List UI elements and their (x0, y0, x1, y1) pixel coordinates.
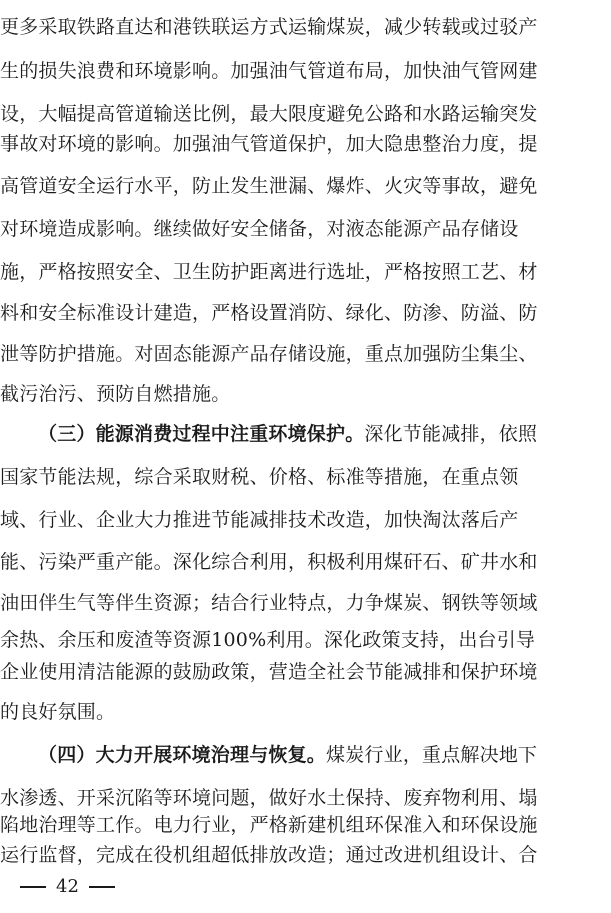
paragraph-line: 设，大幅提高管道输送比例，最大限度避免公路和水路运输突发 (0, 103, 538, 125)
section-3-first-line-text: 深化节能减排，依照 (364, 423, 538, 445)
paragraph-line: 余热、余压和废渣等资源100%利用。深化政策支持，出台引导 (0, 629, 536, 651)
paragraph-line: 生的损失浪费和环境影响。加强油气管道布局，加快油气管网建 (0, 60, 538, 82)
paragraph-line: 截污治污、预防自燃措施。 (0, 383, 231, 405)
paragraph-line: 油田伴生气等伴生资源；结合行业特点，力争煤炭、钢铁等领域 (0, 592, 538, 614)
footer-dash-right (89, 886, 115, 888)
section-4-heading-line (38, 733, 611, 777)
paragraph-line: 施，严格按照安全、卫生防护距离进行选址，严格按照工艺、材 (0, 261, 538, 283)
paragraph-line: 水渗透、开采沉陷等环境问题，做好水土保持、废弃物利用、塌 (0, 787, 538, 809)
paragraph-line: 泄等防护措施。对固态能源产品存储设施，重点加强防尘集尘、 (0, 343, 538, 365)
section-3-heading: （三）能源消费过程中注重环境保护。 (38, 423, 365, 445)
paragraph-line: 企业使用清洁能源的鼓励政策，营造全社会节能减排和保护环境 (0, 661, 538, 683)
paragraph-line: 能、污染严重产能。深化综合利用，积极利用煤矸石、矿井水和 (0, 551, 538, 573)
paragraph-line: 更多采取铁路直达和港铁联运方式运输煤炭，减少转载或过驳产 (0, 16, 538, 38)
paragraph-line: 运行监督，完成在役机组超低排放改造；通过改进机组设计、合 (0, 844, 538, 866)
section-4-heading: （四）大力开展环境治理与恢复。 (38, 744, 327, 766)
section-4-first-line-text: 煤炭行业，重点解决地下 (326, 744, 538, 766)
paragraph-line: 国家节能法规，综合采取财税、价格、标准等措施，在重点领 (0, 466, 519, 488)
paragraph-line: 事故对环境的影响。加强油气管道保护，加大隐患整治力度，提 (0, 133, 538, 155)
paragraph-line: 高管道安全运行水平，防止发生泄漏、爆炸、火灾等事故，避免 (0, 175, 538, 197)
section-3-heading-line (38, 412, 611, 456)
paragraph-line: 对环境造成影响。继续做好安全储备，对液态能源产品存储设 (0, 218, 519, 240)
page-number: 42 (56, 876, 79, 897)
paragraph-line: 的良好氛围。 (0, 701, 116, 723)
paragraph-line: 域、行业、企业大力推进节能减排技术改造，加快淘汰落后产 (0, 509, 519, 531)
paragraph-line: 陷地治理等工作。电力行业，严格新建机组环保准入和环保设施 (0, 814, 538, 836)
footer-dash-left (20, 886, 46, 888)
page-footer (10, 872, 125, 902)
paragraph-line: 料和安全标准设计建造，严格设置消防、绿化、防渗、防溢、防 (0, 302, 538, 324)
